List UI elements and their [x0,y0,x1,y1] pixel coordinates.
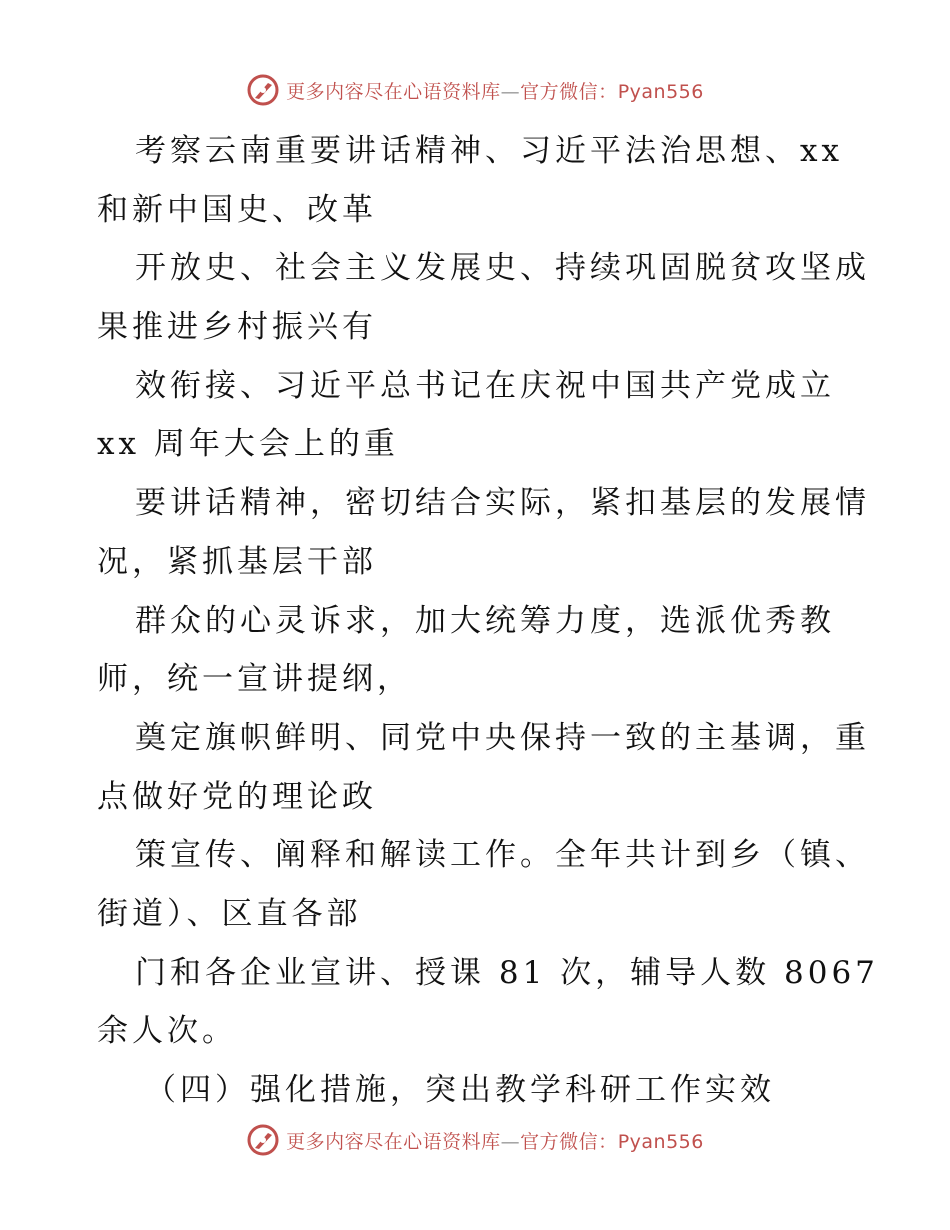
text-line: xx 周年大会上的重 [97,426,399,463]
wechat-label: 官方微信： [520,1130,618,1153]
text-line: 和新中国史、改革 [97,191,377,228]
brand-text: 更多内容尽在心语资料库 [286,1130,501,1153]
wechat-id: Pyan556 [617,1130,704,1153]
footer-watermark-banner [0,1120,950,1160]
text-line: 开放史、社会主义发展史、持续巩固脱贫攻坚成 [135,250,870,287]
text-line: 群众的心灵诉求，加大统筹力度，选派优秀教 [135,602,835,639]
text-line: 点做好党的理论政 [97,778,377,815]
wechat-label: 官方微信： [520,80,618,103]
text-line: 况，紧抓基层干部 [97,543,377,580]
quill-logo-icon [246,73,280,107]
brand-text: 更多内容尽在心语资料库 [286,80,501,103]
document-body [97,122,879,1120]
banner-separator: — [500,80,521,103]
text-line: 考察云南重要讲话精神、习近平法治思想、xx [135,133,843,169]
header-watermark-banner [0,70,950,110]
text-line: 余人次。 [97,1013,237,1050]
text-line: 门和各企业宣讲、授课 81 次，辅导人数 8067 [135,954,879,991]
banner-separator: — [500,1130,521,1153]
text-line: 策宣传、阐释和解读工作。全年共计到乡（镇、 [135,837,870,874]
text-line: 果推进乡村振兴有 [97,309,377,346]
text-line: 街道）、区直各部 [97,895,362,932]
quill-logo-icon [246,1123,280,1157]
watermark-text [286,1127,704,1154]
text-line: 师，统一宣讲提纲， [97,661,412,698]
text-line: 奠定旗帜鲜明、同党中央保持一致的主基调，重 [135,719,870,756]
text-line: 要讲话精神，密切结合实际，紧扣基层的发展情 [135,485,870,522]
watermark-text [286,77,704,104]
wechat-id: Pyan556 [617,80,704,103]
text-line: 效衔接、习近平总书记在庆祝中国共产党成立 [135,367,835,404]
section-heading: （四）强化措施，突出教学科研工作实效 [145,1072,775,1108]
